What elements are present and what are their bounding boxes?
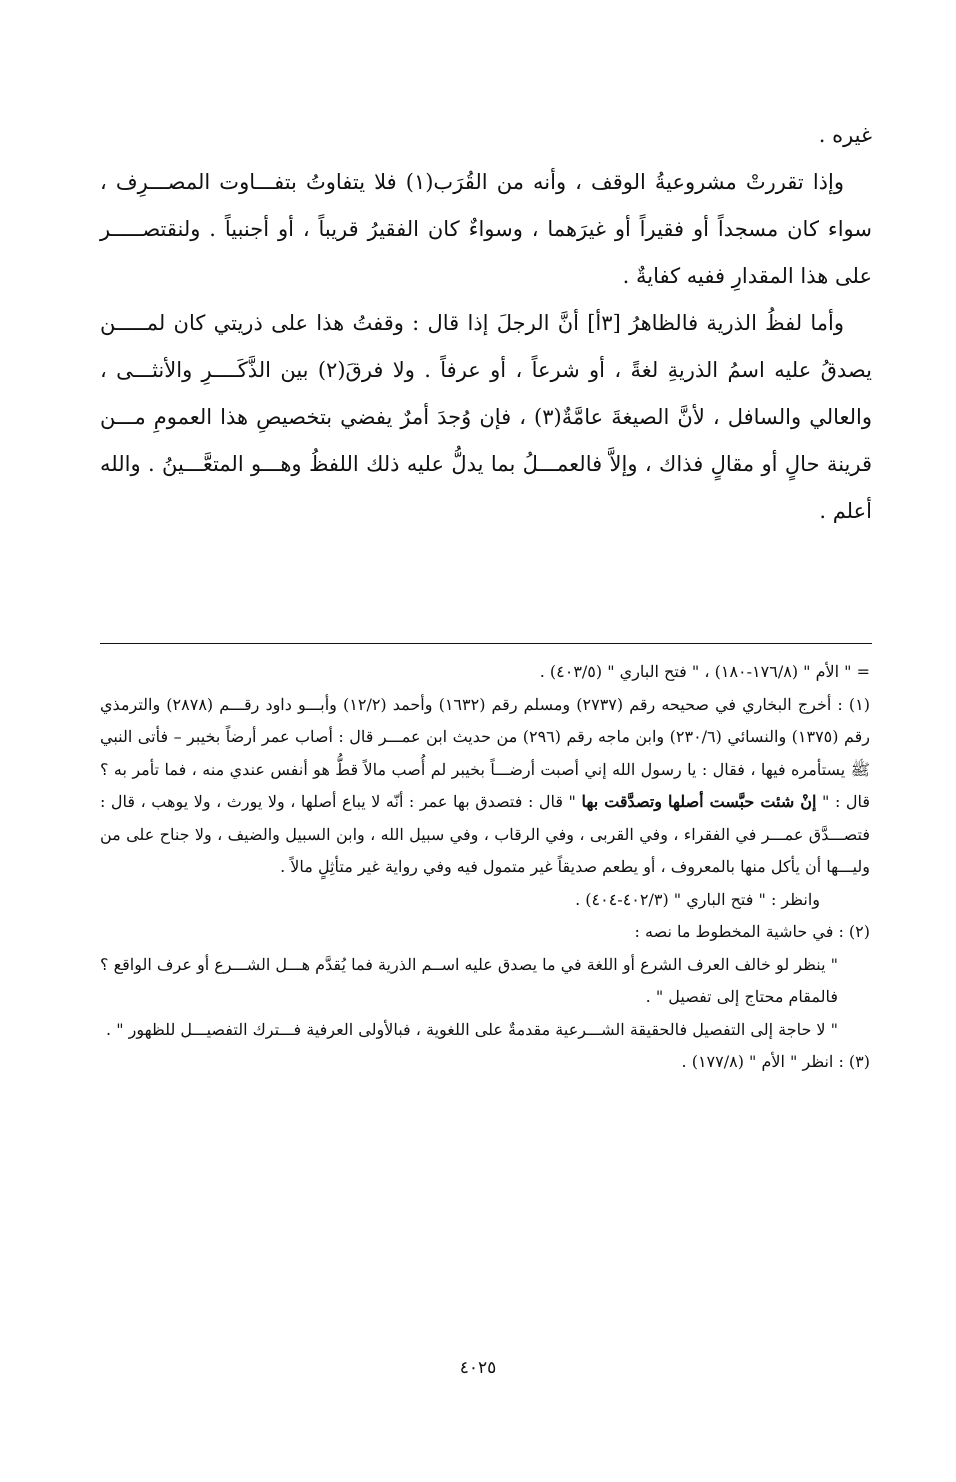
paragraph-0: غيره . <box>818 123 872 147</box>
footnote-divider <box>100 643 872 644</box>
footnote-continuation: = " الأم " (١٧٦/٨-١٨٠) ، " فتح الباري " (٤٠٣/٥) . <box>539 662 870 681</box>
footnote-2-quote-a: " ينظر لو خالف العرف الشرع أو اللغة في ما يصدق عليه اســم الذرية فما يُقدَّم هـــل الشـــرع أو عرف الواقع ؟ فالمقام محتاج إلى تفصيل " . <box>100 954 839 1006</box>
paragraph-2: وأما لفظُ الذرية فالظاهرُ [٣أ] أنَّ الرجلَ إذا قال : وقفتُ هذا على ذريتي كان لمـــــن يصدقُ عليه اسمُ الذريةِ لغةً ، أو شرعاً ، أو عرفاً . ولا فرقَ(٢) بين الذَّكَــــرِ والأنثـــى ، والعالي والسافل ، لأنَّ الصيغةَ عامَّةٌ(٣) ، فإن وُجدَ أمرٌ يفضي بتخصيصِ هذا العمومِ مـــن قرينة حالٍ أو مقالٍ فذاك ، وإلاَّ فالعمـــلُ بما يدلُّ عليه ذلك اللفظُ وهـــو المتعَّـــينُ . والله أعلم . <box>100 311 872 523</box>
paragraph-1: وإذا تقررتْ مشروعيةُ الوقف ، وأنه من القُرَب(١) فلا يتفاوتُ بتفـــاوت المصـــرِف ، سواء كان مسجداً أو فقيراً أو غيرَهما ، وسواءٌ كان الفقيرُ قريباً ، أو أجنبياً . ولنقتصـــــر على هذا المقدارِ ففيه كفايةٌ . <box>100 170 872 288</box>
footnote-1 <box>100 689 870 884</box>
footnotes <box>100 656 870 1079</box>
footnote-1-see-also: وانظر : " فتح الباري " (٤٠٢/٣-٤٠٤) . <box>575 889 820 909</box>
page-number: ٤٠٢٥ <box>459 1358 497 1378</box>
footnote-3: (٣) : انظر " الأم " (١٧٧/٨) . <box>681 1052 870 1071</box>
footnote-1-text-a: (١) : أخرج البخاري في صحيحه رقم (٢٧٣٧) ومسلم رقم (١٦٣٢) وأحمد (١٢/٢) وأبـــو داود رقـــم (٢٨٧٨) والترمذي رقم (١٣٧٥) والنسائي (٢٣٠/٦) وابن ماجه رقم (٢٩٦) من حديث ابن عمـــر قال : أصاب عمر أرضاً بخيبر – فأتى النبي ﷺ يستأمره فيها ، فقال : يا رسول الله إني أصبت أرضـــاً بخيبر لم أُصب مالاً قطُّ هو أنفس عندي منه ، فما تأمر به ؟ قال : " <box>100 694 871 811</box>
footnote-2-quote-b: " لا حاجة إلى التفصيل فالحقيقة الشـــرعية مقدمةٌ على اللغوية ، فبالأولى العرفية فـــترك التفصيـــل للظهور " . <box>106 1019 838 1039</box>
main-text <box>100 112 872 535</box>
footnote-1-hadith-bold: إنْ شئت حبَّست أصلها وتصدَّقت بها <box>581 792 817 811</box>
footnote-2: (٢) : في حاشية المخطوط ما نصه : <box>634 922 870 941</box>
footnote-1-text-b: " قال : فتصدق بها عمر : أنّه لا يباع أصلها ، ولا يورث ، ولا يوهب ، قال : فتصـــدَّق عمـــر في الفقراء ، وفي القربى ، وفي الرقاب ، وفي سبيل الله ، وابن السبيل والضيف ، ولا جناح على من وليـــها أن يأكل منها بالمعروف ، أو يطعم صديقاً غير متمول فيه وفي رواية غير متأثِلٍ مالاً . <box>100 792 870 876</box>
